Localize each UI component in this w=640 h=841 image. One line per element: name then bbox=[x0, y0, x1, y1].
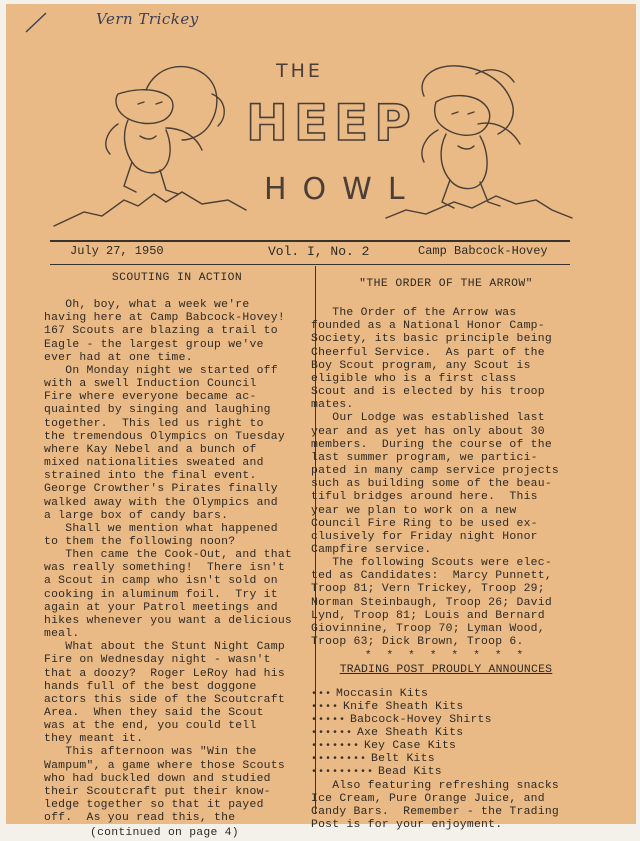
list-item bbox=[311, 714, 581, 727]
masthead-heep: HEEP bbox=[246, 94, 417, 152]
bullet-dots: •••••••• bbox=[311, 754, 368, 766]
list-item bbox=[311, 688, 581, 701]
article-paragraph: Then came the Cook-Out, and that was really something! There isn't a Scout in camp who isn't sold on cooking in aluminum foil. Try it again at your Patrol meetings and hikes whenever you want a delicious meal. bbox=[44, 549, 292, 641]
issue-date: July 27, 1950 bbox=[70, 244, 164, 258]
article-paragraph: The Order of the Arrow was founded as a National Honor Camp- Society, its basic principle being Cheerful Service. As part of the Boy Scout program, any Scout is eligible who is a first class Scout and is elected by his troop mates. bbox=[311, 307, 552, 412]
newsletter-page bbox=[6, 4, 636, 840]
article-heading: "THE ORDER OF THE ARROW" bbox=[359, 278, 533, 290]
kit-label: Babcock-Hovey Shirts bbox=[350, 713, 492, 726]
right-sheep-figure bbox=[422, 66, 520, 208]
kit-label: Bead Kits bbox=[378, 766, 442, 779]
bullet-dots: ••••••••• bbox=[311, 767, 375, 779]
kit-label: Axe Sheath Kits bbox=[357, 727, 464, 739]
list-item bbox=[311, 753, 581, 766]
masthead-the: THE bbox=[276, 60, 323, 82]
left-mountains bbox=[54, 192, 246, 226]
bullet-dots: ••••• bbox=[311, 714, 347, 726]
bullet-dots: ••••••• bbox=[311, 741, 361, 753]
continued-note: (continued on page 4) bbox=[90, 827, 239, 840]
kit-label: Knife Sheath Kits bbox=[343, 700, 464, 713]
article-heading: SCOUTING IN ACTION bbox=[111, 272, 243, 284]
article-order-of-the-arrow bbox=[311, 278, 581, 832]
article-paragraph: On Monday night we started off with a swell Induction Council Fire where everyone became ac- quainted by singing and laughing together. This led us right to the tremendous Olympics on Tuesday where Kay Nebel and a bunch of mixed nationalities sweated and strained into the final event. George Crowther's Pirates finally walked away with the Olympics and a large box of candy bars. bbox=[44, 364, 285, 522]
bullet-dots: •••• bbox=[311, 701, 340, 713]
kit-label: Moccasin Kits bbox=[336, 687, 429, 700]
bullet-dots: ••• bbox=[311, 688, 333, 700]
left-sheep-figure bbox=[106, 67, 224, 194]
article-paragraph: Our Lodge was established last year and as yet has only about 30 members. During the course of the last summer program, we partici- pated in many camp service projects such as building some of the beau- tiful bridges around here. This year we plan to work on a new Council Fire Ring to be used ex- clusively for Friday night Honor Campfire service. bbox=[311, 412, 559, 556]
camp-name: Camp Babcock-Hovey bbox=[418, 244, 548, 258]
article-paragraph: This afternoon was "Win the Wampum", a game where those Scouts who had buckled down and studied their Scoutcraft put their know- ledge together so that it payed off. As you read this, the bbox=[44, 746, 285, 825]
trading-post-list bbox=[311, 688, 581, 780]
article-paragraph: The following Scouts were elec- ted as Candidates: Marcy Punnett, Troop 81; Vern Trickey, Troop 29; Norman Steinbaugh, Troop 26; David Lynd, Troop 81; Louis and Bernard Giovinnine, Troop 70; Lyman Wood, Troop 63; Dick Brown, Troop 6. bbox=[311, 557, 552, 649]
dateline-bar bbox=[50, 240, 570, 265]
handwritten-name: Vern Trickey bbox=[96, 10, 199, 28]
list-item bbox=[311, 701, 581, 714]
masthead-howl: HOWL bbox=[264, 172, 421, 207]
article-paragraph: Oh, boy, what a week we're having here at Camp Babcock-Hovey! 167 Scouts are blazing a trail to Eagle - the largest group we've ever had at one time. bbox=[44, 299, 285, 364]
article-paragraph: What about the Stunt Night Camp Fire on Wednesday night - wasn't that a doozy? Roger LeRoy had his hands full of the best doggone actors this side of the Scoutcraft Area. When they said the Scout was at the end, you could tell they meant it. bbox=[44, 641, 285, 746]
trading-post-heading: TRADING POST PROUDLY ANNOUNCES bbox=[339, 664, 553, 677]
volume-number: Vol. I, No. 2 bbox=[268, 244, 370, 259]
kit-label: Belt Kits bbox=[371, 753, 435, 766]
bullet-dots: •••••• bbox=[311, 728, 354, 739]
trading-post-note: Also featuring refreshing snacks Ice Cream, Pure Orange Juice, and Candy Bars. Remember - the Trading Post is for your enjoyment. bbox=[311, 779, 559, 832]
article-paragraph: Shall we mention what happened to them the following noon? bbox=[44, 522, 278, 548]
kit-label: Key Case Kits bbox=[364, 740, 457, 753]
article-scouting-in-action bbox=[44, 272, 310, 841]
star-separator: * * * * * * * * bbox=[364, 650, 528, 663]
list-item bbox=[311, 766, 581, 779]
list-item bbox=[311, 740, 581, 753]
list-item bbox=[311, 727, 581, 740]
